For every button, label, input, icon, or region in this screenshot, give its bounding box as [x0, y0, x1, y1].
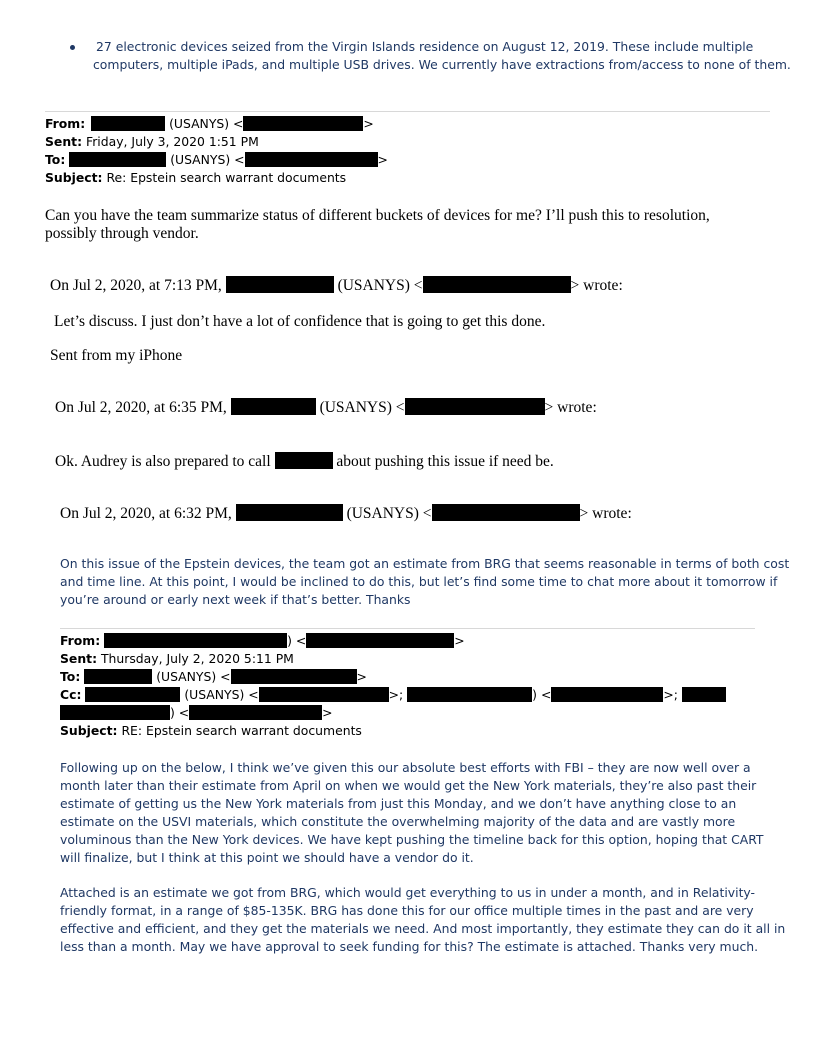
quote1-prefix: On Jul 2, 2020, at 7:13 PM, [50, 277, 222, 294]
cc-org: (USANYS) < [184, 687, 259, 702]
quote2-org: (USANYS) < [319, 399, 405, 416]
email2-p2-line: effective and efficient, and they get the materials we need. And most importantly, they estimate they can do it all in [60, 921, 786, 936]
redaction-box [682, 687, 726, 702]
email-header-from [45, 115, 374, 133]
redaction-box [189, 705, 322, 720]
from-label: From: [45, 116, 86, 131]
from-label: From: [60, 633, 101, 648]
redaction-box [84, 669, 152, 684]
redaction-box [85, 687, 180, 702]
to-close: > [356, 669, 367, 684]
redaction-box [275, 452, 333, 469]
cc2-mid: ) < [170, 705, 190, 720]
redaction-box [407, 687, 532, 702]
email2-p1-line: Following up on the below, I think we’ve given this our absolute best efforts with FBI – they are now well over a [60, 760, 751, 775]
from-close: > [454, 633, 465, 648]
redaction-box [236, 504, 343, 521]
quote2-body-post: about pushing this issue if need be. [336, 453, 554, 470]
email1-body-line-1: Can you have the team summarize status of different buckets of devices for me? I’ll push this to resolution, [45, 207, 710, 224]
sent-label: Sent: [45, 134, 83, 149]
quote1-org: (USANYS) < [337, 277, 423, 294]
email2-header-cc-cont [60, 704, 333, 722]
redaction-box [69, 152, 166, 167]
redaction-box [60, 705, 170, 720]
email2-p2-line: less than a month. May we have approval to seek funding for this? The estimate is attached. Thanks very much. [60, 939, 759, 954]
sent-value: Friday, July 3, 2020 1:51 PM [85, 134, 259, 149]
quote2-prefix: On Jul 2, 2020, at 6:35 PM, [55, 399, 227, 416]
divider [45, 111, 770, 112]
redaction-box [245, 152, 378, 167]
to-close: > [377, 152, 388, 167]
quote2-suffix: > wrote: [544, 399, 597, 416]
email2-p1-line: will finalize, but I think at this point we should have a vendor do it. [60, 850, 474, 865]
sent-label: Sent: [60, 651, 98, 666]
redaction-box [226, 276, 334, 293]
cc2-close: > [322, 705, 333, 720]
quote2-attribution [55, 398, 597, 417]
from-close: > [363, 116, 374, 131]
email2-header-sent [60, 650, 294, 668]
email2-header-subject [60, 722, 362, 740]
to-org: (USANYS) < [170, 152, 245, 167]
quote3-body-line-3: you’re around or early next week if that’s better. Thanks [60, 592, 411, 607]
to-label: To: [45, 152, 66, 167]
sent-value: Thursday, July 2, 2020 5:11 PM [100, 651, 294, 666]
to-org: (USANYS) < [156, 669, 231, 684]
email2-header-cc [60, 686, 726, 704]
quote3-body-line-1: On this issue of the Epstein devices, the team got an estimate from BRG that seems reasonable in terms of both cost [60, 556, 790, 571]
email-header-to [45, 151, 388, 169]
subject-label: Subject: [60, 723, 118, 738]
redaction-box [259, 687, 389, 702]
email2-p2-line: Attached is an estimate we got from BRG, which would get everything to us in under a month, and in Relativity- [60, 885, 756, 900]
quote3-org: (USANYS) < [346, 505, 432, 522]
email1-body-line-2: possibly through vendor. [45, 225, 199, 242]
quote3-suffix: > wrote: [579, 505, 632, 522]
email-header-subject [45, 169, 346, 187]
quote1-attribution [50, 276, 623, 295]
subject-label: Subject: [45, 170, 103, 185]
email2-header-to [60, 668, 367, 686]
quote2-body [55, 452, 554, 471]
subject-value: Re: Epstein search warrant documents [106, 170, 347, 185]
bullet-line-1: 27 electronic devices seized from the Virgin Islands residence on August 12, 2019. These include multiple [96, 39, 754, 54]
redaction-box [551, 687, 663, 702]
redaction-box [423, 276, 571, 293]
redaction-box [432, 504, 580, 521]
quote3-prefix: On Jul 2, 2020, at 6:32 PM, [60, 505, 232, 522]
quote1-signature: Sent from my iPhone [50, 347, 183, 364]
subject-value: RE: Epstein search warrant documents [121, 723, 362, 738]
quote3-body-line-2: and time line. At this point, I would be inclined to do this, but let’s find some time to chat more about it tomorrow if [60, 574, 778, 589]
quote1-suffix: > wrote: [570, 277, 623, 294]
redaction-box [306, 633, 454, 648]
redaction-box [243, 116, 363, 131]
from-mid: ) < [287, 633, 307, 648]
redaction-box [231, 669, 357, 684]
email2-p1-line: estimate on the USVI materials, which constitute the overwhelming majority of the data and are vastly more [60, 814, 736, 829]
to-label: To: [60, 669, 81, 684]
redaction-box [91, 116, 165, 131]
cc-label: Cc: [60, 687, 82, 702]
bullet-line-2: computers, multiple iPads, and multiple USB drives. We currently have extractions from/access to none of them. [93, 57, 791, 72]
redaction-box [231, 398, 316, 415]
quote2-body-pre: Ok. Audrey is also prepared to call [55, 453, 271, 470]
email2-header-from [60, 632, 465, 650]
divider [60, 628, 755, 629]
from-org: (USANYS) < [169, 116, 244, 131]
bullet-point-icon [70, 45, 75, 50]
email-header-sent [45, 133, 259, 151]
email2-p1-line: voluminous than the New York devices. We have kept pushing the timeline back for this option, hoping that CART [60, 832, 764, 847]
redaction-box [405, 398, 545, 415]
cc-mid: ) < [532, 687, 552, 702]
email2-p1-line: month later than their estimate from April on when we would get the New York materials, they’re also past their [60, 778, 757, 793]
redaction-box [104, 633, 287, 648]
email2-p2-line: friendly format, in a range of $85-135K. BRG has done this for our office multiple times in the past and are very [60, 903, 754, 918]
cc-sep-2: >; [663, 687, 678, 702]
email2-p1-line: estimate of getting us the New York materials from just this Monday, and we don’t have anything close to an [60, 796, 737, 811]
cc-sep-1: >; [388, 687, 404, 702]
quote1-body: Let’s discuss. I just don’t have a lot of confidence that is going to get this done. [54, 313, 546, 330]
quote3-attribution [60, 504, 632, 523]
